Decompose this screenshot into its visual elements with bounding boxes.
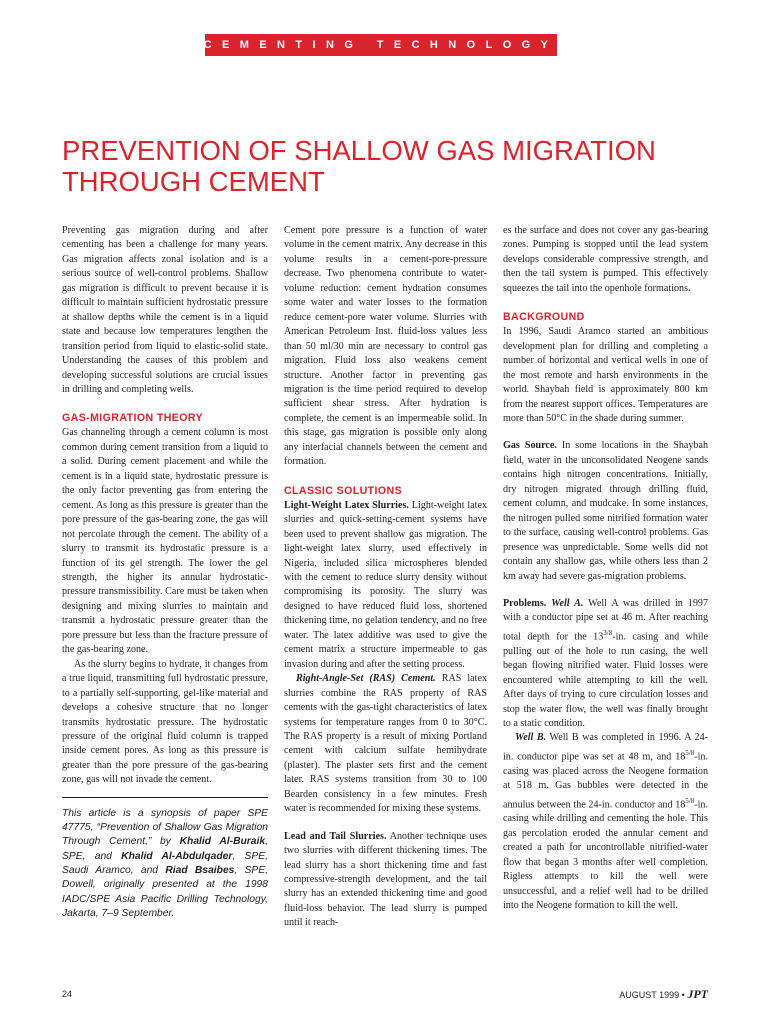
run-in-heading: Problems.	[503, 597, 547, 609]
synopsis-text: , SPE, Dowell, originally presented at the 1998 IADC/SPE Asia Pacific Drilling Technology, Jakarta, 7–9 September.	[62, 864, 269, 919]
fraction: 5/8	[685, 796, 695, 805]
column-3	[503, 224, 708, 914]
fraction: 3/8	[603, 628, 613, 637]
synopsis-text: , SPE, and	[62, 836, 268, 862]
paragraph-text: Another technique uses two slurries with different thickening times. The lead slurry has a short thickening time and fast compressive-strength development, and the tail slurry has an extended thickening time and good fluid-loss behavior. The lead slurry is pumped until it reach-	[284, 830, 487, 929]
author-name: Khalid Al-Abdulqader	[121, 850, 233, 862]
article-title: PREVENTION OF SHALLOW GAS MIGRATION THROUGH CEMENT	[62, 135, 656, 197]
publication-logo: JPT	[687, 987, 708, 1001]
well-b-paragraph	[503, 731, 708, 913]
latex-paragraph	[284, 499, 487, 672]
run-in-heading: Lead and Tail Slurries.	[284, 830, 387, 842]
synopsis-text: This article is a synopsis of paper SPE 47775, “Prevention of Shallow Gas Migration Through Cement,” by	[62, 807, 268, 848]
paragraph-text: Light-weight latex slurries and quick-setting-cement systems have been used to prevent shallow gas migration. The light-weight latex slurry, used effectively in Nigeria, included silica microspheres blended with the cement to reduce slurry density without compromising its porosity. The slurry was designed to have reduced fluid loss, shortened thickening time, no gelation tendency, and no free water. The latex additive was used to give the cement matrix a structure impermeable to gas invasion during and after the setting process.	[284, 499, 487, 670]
lead-tail-paragraph	[284, 830, 487, 931]
synopsis-text: , SPE, Saudi Aramco, and	[62, 850, 268, 876]
paragraph-text: -in. casing while drilling and cementing the hole. This gas percolation eroded the annular cement and created a path for uncontrollable nitrified-water flow that began 3 months after well completion. Rigless attempts to kill the well were unsuccessful, and a relief well had to be drilled into the Neogene formation to kill the well.	[503, 798, 708, 912]
run-in-heading: Gas Source.	[503, 440, 557, 452]
background-paragraph: In 1996, Saudi Aramco started an ambitious development plan for drilling and completing a number of horizontal and vertical wells in one of the most remote and harsh environments in the world. Shaybah field is approximately 800 km from the nearest support offices. Temperatures are more than 50°C in the shade during summer.	[503, 326, 708, 424]
well-a-paragraph	[503, 597, 708, 731]
run-in-heading: Well A.	[551, 597, 584, 609]
column-2	[284, 224, 487, 931]
issue-footer	[619, 987, 708, 1002]
intro-paragraph: Preventing gas migration during and after cementing has been a challenge for many years. Gas migration affects zonal isolation and is a serious source of well-control problems. Shallow gas migration is difficult to prevent because it is difficult to maintain sufficient hydrostatic pressure at shallow depths while the cement is in a liquid state and because low temperatures lengthen the transition period from liquid to elastic-solid state. Understanding the causes of this problem and developing successful solutions are crucial issues in drilling and completing wells.	[62, 225, 268, 395]
gas-source-paragraph	[503, 439, 708, 584]
author-name: Khalid Al-Buraik	[179, 836, 266, 848]
run-in-heading: Well B.	[515, 732, 547, 744]
heading-gas-migration-theory: GAS-MIGRATION THEORY	[62, 412, 204, 425]
fraction: 5/8	[685, 748, 695, 757]
pore-pressure-paragraph: Cement pore pressure is a function of water volume in the cement matrix. Any decrease in this volume results in a cement-pore-pressure decrease. Two phenomena contribute to water-volume reduction: cement hydration consumes some water and water losses to the formation reduce cement-pore water volume. Slurries with American Petroleum Inst. fluid-loss values less than 50 ml/30 min are necessary to control gas migration. Fluid loss also weakens cement structure. Another factor in preventing gas migration is the time period required to develop sufficient shear stress. After hydration is complete, the cement is an impermeable solid. In this stage, gas migration is possible only along any interfacial channels between the cement and formation.	[284, 225, 487, 468]
page-number: 24	[62, 989, 73, 999]
paragraph-text: In some locations in the Shaybah field, water in the unconsolidated Neogene sands contains high nitrogen concentrations. Initially, dry nitrogen migrated through drilling fluid, cement column, and mudcake. In some instances, the nitrogen pulled some nitrified formation water to the surface, causing well-control problems. Gas presence was unpredictable. Some wells did not contain any shallow gas, while others less than 2 km away had severe gas-migration problems.	[503, 440, 708, 582]
synopsis-box	[62, 807, 268, 921]
section-banner: CEMENTING TECHNOLOGY	[205, 34, 557, 56]
paragraph-text: -in. casing and while pulling out of the hole to run casing, the well began flowing nitrified water. Fluid losses were encountered while attempting to kill the well. After days of trying to cure circulation losses and stop the water flow, the well was finally brought to a static condition.	[503, 631, 709, 729]
theory-paragraph-1: Gas channeling through a cement column is most common during cement transition from a liquid to a solid. During cement placement and while the cement is in a liquid state, hydrostatic pressure is the only factor preventing gas from entering the cement. As long as this pressure is greater than the pore pressure of the gas-bearing zone, the gas will not percolate through the cement. The ability of a slurry to transmit its hydrostatic pressure is a function of its gel strength. The lower the gel strength, the higher its annular hydrostatic-pressure transmissibility. Care must be taken when designing and mixing slurries to maintain and transmit a hydrostatic pressure greater than the pore pressure but less than the fracture pressure of the gas-bearing zone.	[62, 427, 268, 656]
divider-rule	[62, 797, 268, 798]
run-in-heading: Light-Weight Latex Slurries.	[284, 499, 409, 511]
paragraph-text: Well A was drilled in 1997 with a conductor pipe set at 46 m. After reaching total depth for the 13	[503, 597, 708, 643]
heading-classic-solutions: CLASSIC SOLUTIONS	[284, 484, 403, 497]
continuation-paragraph: es the surface and does not cover any gas-bearing zones. Pumping is stopped until the lead system develops considerable compressive strength, and then the tail system is pumped. This effectively squeezes the tail into the openhole formations.	[503, 225, 708, 294]
paragraph-text: RAS latex slurries combine the RAS property of RAS cements with the gas-tight characteristics of latex systems for temperature ranges from 0 to 30°C. The RAS property is a result of mixing Portland cement with calcium sulfate hemihydrate (plaster). The plaster sets first and the cement later. RAS systems transition from 30 to 100 Bearden consistency in a few minutes. Fresh water is recommended for mixing these systems.	[284, 673, 487, 815]
column-1	[62, 224, 268, 921]
heading-background: BACKGROUND	[503, 311, 585, 324]
run-in-heading: Right-Angle-Set (RAS) Cement.	[296, 673, 436, 685]
paragraph-text: Well B was completed in 1996. A 24-in. conductor pipe was set at 48 m, and 18	[503, 732, 708, 763]
author-name: Riad Bsaibes	[165, 864, 235, 876]
issue-date: AUGUST 1999 •	[619, 990, 685, 1000]
theory-paragraph-2: As the slurry begins to hydrate, it changes from a true liquid, transmitting full hydrostatic pressure, to a partially self-supporting, gel-like material and develops a cohesive structure that no longer transmits hydrostatic pressure. The hydrostatic pressure of the original fluid column is trapped inside cement pores. As long as this pressure is greater than the pore pressure of the gas-bearing zone, gas will not invade the cement.	[62, 658, 268, 786]
ras-paragraph	[284, 672, 487, 817]
paragraph-text: -in. casing was placed across the Neogene formation at 518 m. Gas bubbles were detected in the annulus between the 24-in. conductor and 18	[503, 751, 708, 810]
